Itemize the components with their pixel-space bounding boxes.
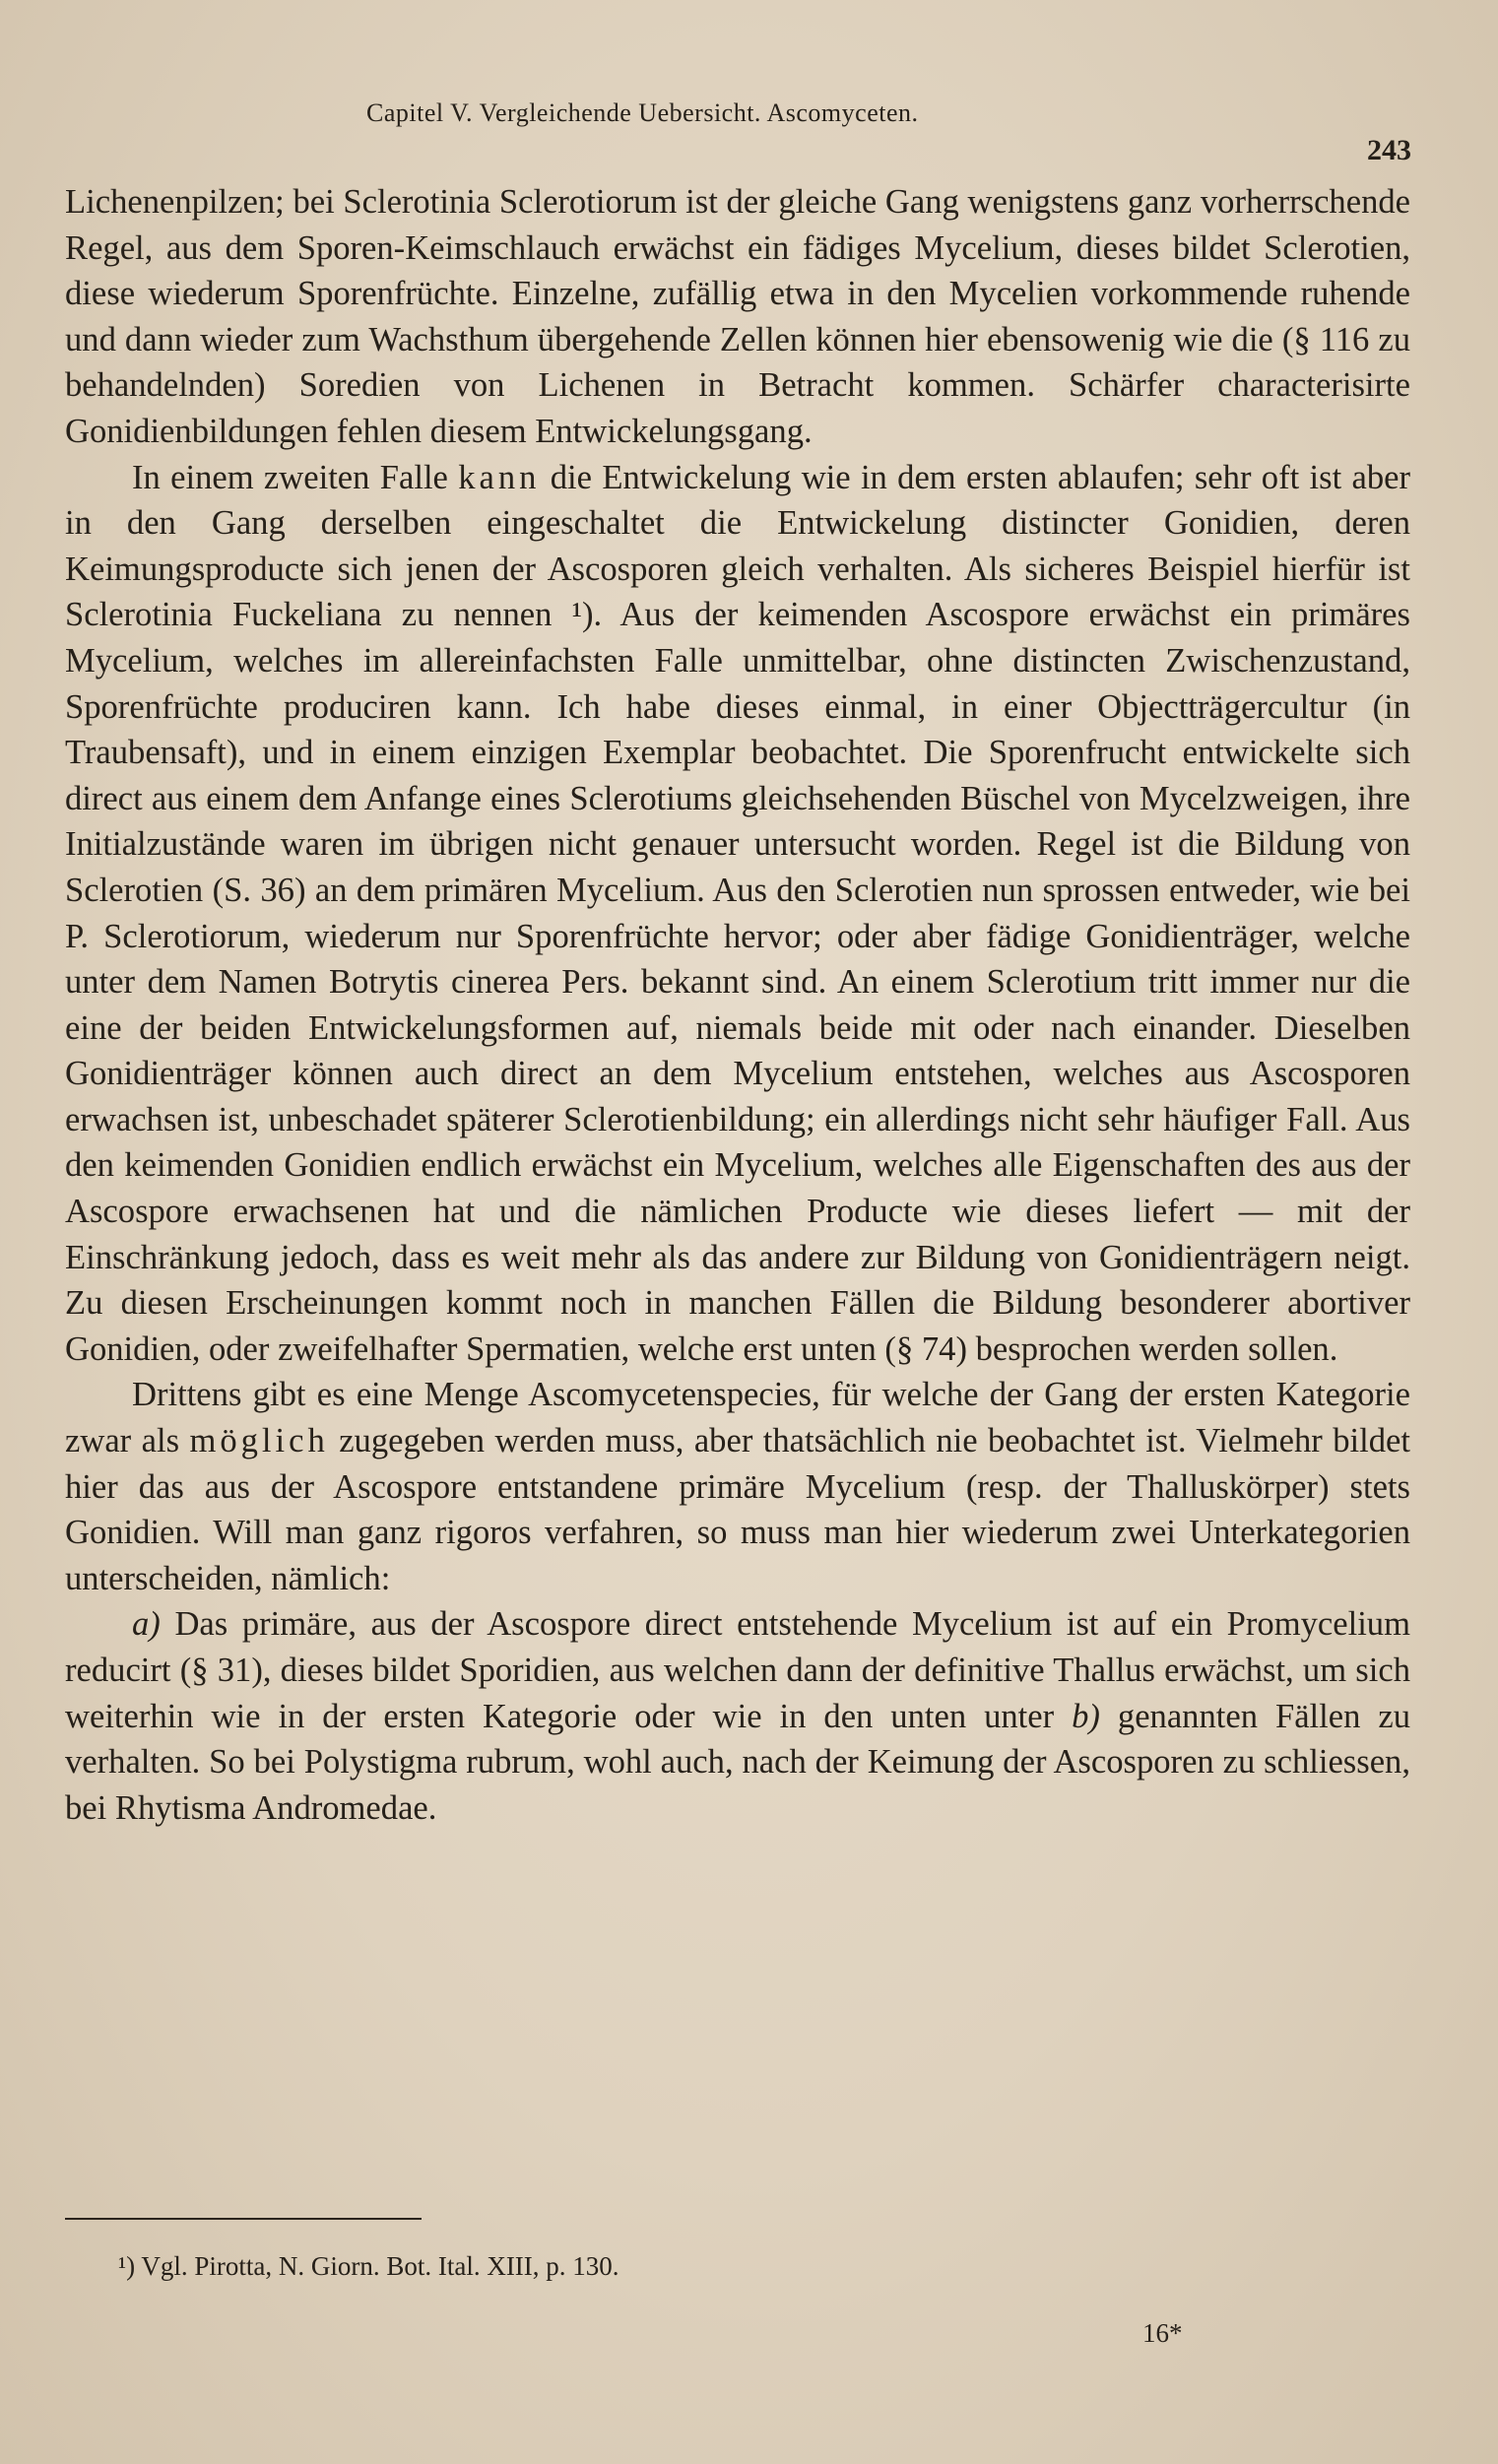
paragraph-2-start: In einem zweiten Falle: [132, 458, 459, 496]
footnote: ¹) Vgl. Pirotta, N. Giorn. Bot. Ital. XIII, p. 130.: [118, 2251, 619, 2281]
paragraph-4: [65, 1601, 1410, 1831]
signature-mark: 16*: [1142, 2318, 1183, 2348]
paragraph-3-start: Drittens gibt es eine Menge Ascomycetenspecies, für welche der Gang der ersten Kategorie zwar als: [65, 1376, 1410, 1460]
page-number: 243: [1367, 134, 1411, 166]
paragraph-2: [65, 455, 1410, 1373]
footnote-divider: [65, 2218, 422, 2220]
spaced-emphasis-moeglich: möglich: [189, 1422, 329, 1460]
paragraph-4-start: Das primäre, aus der Ascospore direct entstehende Mycelium ist auf ein Promycelium reducirt (§ 31), dieses bildet Sporidien, aus welchen dann der definitive Thallus erwächst, um sich weiterhin wie in der ersten Kategorie oder wie in den unten unter: [65, 1605, 1410, 1735]
item-label-b: b): [1072, 1697, 1100, 1735]
running-head: Capitel V. Vergleichende Uebersicht. Ascomyceten.: [366, 98, 919, 127]
paragraph-1: Lichenenpilzen; bei Sclerotinia Sclerotiorum ist der gleiche Gang wenigstens ganz vorherrschende Regel, aus dem Sporen-Keimschlauch erwächst ein fädiges Mycelium, dieses bildet Sclerotien, diese wiederum Sporenfrüchte. Einzelne, zufällig etwa in den Mycelien vorkommende ruhende und dann wieder zum Wachsthum übergehende Zellen können hier ebensowenig wie die (§ 116 zu behandelnden) Soredien von Lichenen in Betracht kommen. Schärfer characterisirte Gonidienbildungen fehlen diesem Entwickelungsgang.: [65, 183, 1410, 450]
paragraph-3: [65, 1372, 1410, 1601]
item-label-a: a): [132, 1605, 161, 1644]
paragraph-4-rest: genannten Fällen zu verhalten. So bei Polystigma rubrum, wohl auch, nach der Keimung der Ascosporen zu schliessen, bei Rhytisma Andromedae.: [65, 1697, 1411, 1827]
spaced-emphasis-kann: kann: [458, 458, 541, 496]
paragraph-2-rest: die Entwickelung wie in dem ersten ablaufen; sehr oft ist aber in den Gang derselben eingeschaltet die Entwickelung distincter Gonidien, deren Keimungsproducte sich jenen der Ascosporen gleich verhalten. Als sicheres Beispiel hierfür ist Sclerotinia Fuckeliana zu nennen ¹). Aus der keimenden Ascospore erwächst ein primäres Mycelium, welches im allereinfachsten Falle unmittelbar, ohne distincten Zwischenzustand, Sporenfrüchte produciren kann. Ich habe dieses einmal, in einer Objectträgercultur (in Traubensaft), und in einem einzigen Exemplar beobachtet. Die Sporenfrucht entwickelte sich direct aus einem dem Anfange eines Sclerotiums gleichsehenden Büschel von Mycelzweigen, ihre Initialzustände waren im übrigen nicht genauer untersucht worden. Regel ist die Bildung von Sclerotien (S. 36) an dem primären Mycelium. Aus den Sclerotien nun sprossen entweder, wie bei P. Sclerotiorum, wiederum nur Sporenfrüchte hervor; oder aber fädige Gonidienträger, welche unter dem Namen Botrytis cinerea Pers. bekannt sind. An einem Sclerotium tritt immer nur die eine der beiden Entwickelungsformen auf, niemals beide mit oder nach einander. Dieselben Gonidienträger können auch direct an dem Mycelium entstehen, welches aus Ascosporen erwachsen ist, unbeschadet späterer Sclerotienbildung; ein allerdings nicht sehr häufiger Fall. Aus den keimenden Gonidien endlich erwächst ein Mycelium, welches alle Eigenschaften des aus der Ascospore erwachsenen hat und die nämlichen Producte wie dieses liefert — mit der Einschränkung jedoch, dass es weit mehr als das andere zur Bildung von Gonidienträgern neigt. Zu diesen Erscheinungen kommt noch in manchen Fällen die Bildung besonderer abortiver Gonidien, oder zweifelhafter Spermatien, welche erst unten (§ 74) besprochen werden sollen.: [65, 458, 1410, 1368]
body-text: [65, 179, 1410, 1831]
paragraph-3-rest: zugegeben werden muss, aber thatsächlich nie beobachtet ist. Vielmehr bildet hier das aus der Ascospore entstandene primäre Mycelium (resp. der Thalluskörper) stets Gonidien. Will man ganz rigoros verfahren, so muss man hier wiederum zwei Unterkategorien unterscheiden, nämlich:: [65, 1422, 1410, 1597]
